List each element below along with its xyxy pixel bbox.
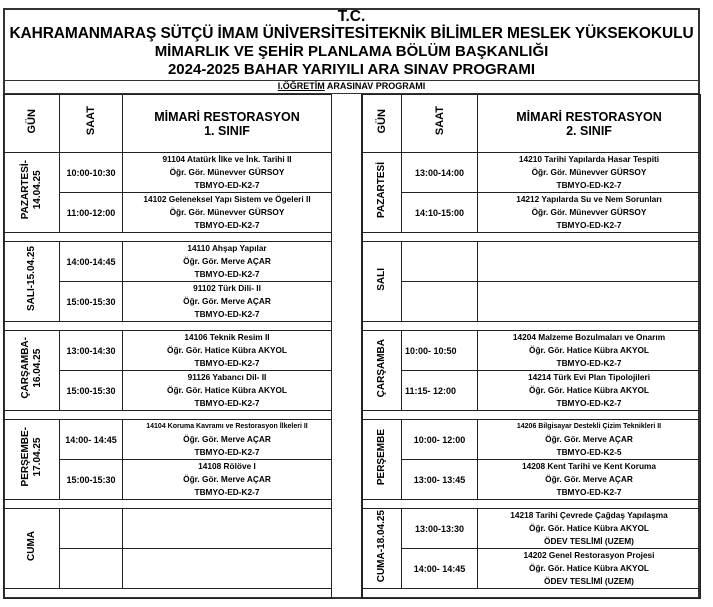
course-cell [478,193,701,233]
day-label-line1: PERŞEMBE [376,428,387,486]
course-name: 14104 Koruma Kavramı ve Restorasyon İlkeleri II [146,423,308,430]
schedule-row [4,420,332,460]
column-header-time [60,95,123,153]
day-cell [4,242,60,322]
course-name: 14108 Rölöve I [198,461,256,471]
schedule-table-2nd-year [362,94,701,599]
day-cell [363,153,402,233]
time-cell: 13:00-13:30 [402,509,478,549]
day-label [376,268,388,291]
lecturer-name: Öğr. Gör. Münevver GÜRSOY [531,207,647,217]
spacer-row [4,589,332,599]
class-year: 1. SINIF [204,123,250,138]
schedule-row [363,242,701,282]
lecturer-name: Öğr. Gör. Hatice Kübra AKYOL [166,385,288,395]
time-cell: 13:00-14:30 [60,331,123,371]
day-label-line1: PERŞEMBE- [19,427,31,487]
course-cell [123,242,332,282]
exam-room: TBMYO-ED-K2-7 [194,398,260,408]
subtitle-underlined: I.ÖĞRETİM [277,81,325,91]
course-cell [478,242,701,282]
day-label [20,337,44,399]
day-label [20,160,44,219]
course-name: 91102 Türk Dili- II [193,283,261,293]
time-cell: 13:00- 13:45 [402,460,478,500]
course-cell [123,193,332,233]
time-cell: 10:00- 12:00 [402,420,478,460]
lecturer-name: Öğr. Gör. Merve AÇAR [183,256,271,266]
day-label [376,510,388,582]
spacer-row [363,589,701,599]
course-cell [478,420,701,460]
day-label-line2: 16.04.25 [31,348,43,388]
day-label [376,429,388,485]
course-cell [123,460,332,500]
header-line-tc: T.C. [337,8,366,25]
column-header-course [123,95,332,153]
course-cell [478,282,701,322]
time-cell [402,242,478,282]
course-name: 91126 Yabancı Dil- II [187,372,267,382]
lecturer-name: Öğr. Gör. Merve AÇAR [183,296,271,306]
day-label-line1: PAZARTESİ [376,162,387,218]
schedule-row [363,331,701,371]
day-label [376,339,388,397]
spacer-cell [363,589,701,599]
exam-room: TBMYO-ED-K2-7 [556,487,622,497]
course-name: 14212 Yapılarda Su ve Nem Sorunları [516,194,662,204]
spacer-cell [363,411,701,420]
exam-room: TBMYO-ED-K2-5 [556,447,622,457]
course-name: 14218 Tarihi Çevrede Çağdaş Yapılaşma [510,510,668,520]
lecturer-name: Öğr. Gör. Münevver GÜRSOY [531,167,647,177]
lecturer-name: Öğr. Gör. Hatice Kübra AKYOL [528,563,650,573]
header-term-title: 2024-2025 BAHAR YARIYILI ARA SINAV PROGRAMI [167,61,536,78]
day-label-line1: PAZARTESİ- [19,160,31,220]
schedule-row [363,371,701,411]
day-label-line1: ÇARŞAMBA- [19,337,31,399]
course-cell [478,331,701,371]
schedule-row [363,549,701,589]
exam-room: TBMYO-ED-K2-7 [556,180,622,190]
lecturer-name: Öğr. Gör. Hatice Kübra AKYOL [528,523,650,533]
spacer-row [4,500,332,509]
lecturer-name: Öğr. Gör. Merve AÇAR [183,474,271,484]
exam-room: ÖDEV TESLİMİ (UZEM) [544,536,634,546]
column-header-day [363,95,402,153]
course-name: 14214 Türk Evi Plan Tipolojileri [527,372,651,382]
day-label-line1: SALI-15.04.25 [25,246,37,312]
time-cell [60,509,123,549]
spacer-cell [4,589,332,599]
day-label-line2: 14.04.25 [31,170,43,210]
spacer-cell [363,233,701,242]
exam-room: TBMYO-ED-K2-7 [194,487,260,497]
header-university: KAHRAMANMARAŞ SÜTÇÜ İMAM ÜNİVERSİTESİTEKNİK BİLİMLER MESLEK YÜKSEKOKULU [9,25,694,42]
day-label-line1: CUMA-18.04.25 [376,509,387,583]
day-cell [363,331,402,411]
course-cell [478,371,701,411]
exam-room: TBMYO-ED-K2-7 [194,269,260,279]
exam-room: TBMYO-ED-K2-7 [556,220,622,230]
schedule-table-1st-year [3,94,332,599]
program-name: MİMARİ RESTORASYON [154,109,300,124]
course-name: 91104 Atatürk İlke ve İnk. Tarihi II [162,154,292,164]
day-cell [4,420,60,500]
day-label-line2: 17.04.25 [31,437,43,477]
day-cell [4,153,60,233]
separator-column [331,94,362,599]
time-cell: 15:00-15:30 [60,282,123,322]
spacer-row [363,411,701,420]
spacer-row [363,500,701,509]
spacer-cell [4,500,332,509]
day-label [26,531,38,561]
subtitle-rest: ARASINAV PROGRAMI [324,81,426,91]
day-label [26,246,38,311]
day-cell [4,509,60,589]
exam-room: TBMYO-ED-K2-7 [556,398,622,408]
course-cell [123,331,332,371]
course-name: 14210 Tarihi Yapılarda Hasar Tespiti [518,154,660,164]
program-name: MİMARİ RESTORASYON [516,109,662,124]
time-cell [402,282,478,322]
exam-room: TBMYO-ED-K2-7 [194,358,260,368]
day-label-line1: CUMA [25,531,37,561]
course-cell [123,509,332,549]
schedule-row [363,193,701,233]
spacer-cell [363,500,701,509]
exam-room: TBMYO-ED-K2-7 [556,358,622,368]
day-label-line1: ÇARŞAMBA [376,338,387,398]
subtitle [3,81,700,92]
course-cell [123,420,332,460]
column-header-time-label: SAAT [85,106,97,136]
lecturer-name: Öğr. Gör. Hatice Kübra AKYOL [166,345,288,355]
spacer-row [363,322,701,331]
column-header-day [4,95,60,153]
time-cell: 14:00- 14:45 [60,420,123,460]
time-cell: 13:00-14:00 [402,153,478,193]
day-label [20,427,44,486]
time-cell: 11:15- 12:00 [402,371,478,411]
time-cell: 10:00- 10:50 [402,331,478,371]
day-cell [363,509,402,589]
course-name: 14110 Ahşap Yapılar [187,243,267,253]
course-name: 14102 Geleneksel Yapı Sistem ve Ögeleri II [143,194,311,204]
course-cell [123,282,332,322]
spacer-cell [4,322,332,331]
lecturer-name: Öğr. Gör. Münevver GÜRSOY [169,207,285,217]
header-department: MİMARLIK VE ŞEHİR PLANLAMA BÖLÜM BAŞKANLIĞI [154,43,549,60]
spacer-row [4,411,332,420]
time-cell: 15:00-15:30 [60,460,123,500]
exam-schedule-page [3,8,710,599]
exam-room: TBMYO-ED-K2-7 [194,180,260,190]
column-header-row [363,95,701,153]
column-header-course [478,95,701,153]
schedule-row [363,153,701,193]
column-header-time [402,95,478,153]
lecturer-name: Öğr. Gör. Merve AÇAR [545,474,633,484]
lecturer-name: Öğr. Gör. Hatice Kübra AKYOL [528,385,650,395]
lecturer-name: Öğr. Gör. Münevver GÜRSOY [169,167,285,177]
column-header-time-label: SAAT [433,106,446,136]
column-header-row [4,95,332,153]
spacer-row [363,233,701,242]
lecturer-name: Öğr. Gör. Hatice Kübra AKYOL [528,345,650,355]
course-cell [478,153,701,193]
course-cell [123,371,332,411]
course-name: 14202 Genel Restorasyon Projesi [523,550,655,560]
schedule-row [4,242,332,282]
time-cell: 14:00-14:45 [60,242,123,282]
time-cell: 14:10-15:00 [402,193,478,233]
lecturer-name: Öğr. Gör. Merve AÇAR [183,434,271,444]
course-cell [123,153,332,193]
exam-room: TBMYO-ED-K2-7 [194,220,260,230]
time-cell: 15:00-15:30 [60,371,123,411]
course-name: 14208 Kent Tarihi ve Kent Koruma [521,461,657,471]
course-cell [123,549,332,589]
exam-room: TBMYO-ED-K2-7 [194,447,260,457]
spacer-cell [363,322,701,331]
column-header-day-label: GÜN [25,108,38,134]
spacer-row [4,322,332,331]
schedule-row [4,331,332,371]
course-name: 14204 Malzeme Bozulmaları ve Onarım [512,332,666,342]
schedule-row [363,420,701,460]
course-cell [478,509,701,549]
course-cell [478,549,701,589]
time-cell: 14:00- 14:45 [402,549,478,589]
class-year: 2. SINIF [566,123,612,138]
spacer-cell [4,411,332,420]
schedule-row [363,282,701,322]
schedule-row [363,509,701,549]
time-cell: 11:00-12:00 [60,193,123,233]
day-cell [363,242,402,322]
course-cell [478,460,701,500]
lecturer-name: Öğr. Gör. Merve AÇAR [545,434,633,444]
exam-room: ÖDEV TESLİMİ (UZEM) [544,576,634,586]
course-name: 14206 Bilgisayar Destekli Çizim Teknikleri II [516,423,662,430]
day-cell [4,331,60,411]
schedule-row [4,509,332,549]
spacer-row [4,233,332,242]
spacer-cell [4,233,332,242]
exam-room: TBMYO-ED-K2-7 [194,309,260,319]
time-cell: 10:00-10:30 [60,153,123,193]
day-cell [363,420,402,500]
column-header-day-label: GÜN [376,108,388,134]
schedule-row [363,460,701,500]
schedule-row [4,153,332,193]
day-label [376,162,388,218]
course-name: 14106 Teknik Resim II [184,332,270,342]
time-cell [60,549,123,589]
day-label-line1: SALI [376,267,387,291]
